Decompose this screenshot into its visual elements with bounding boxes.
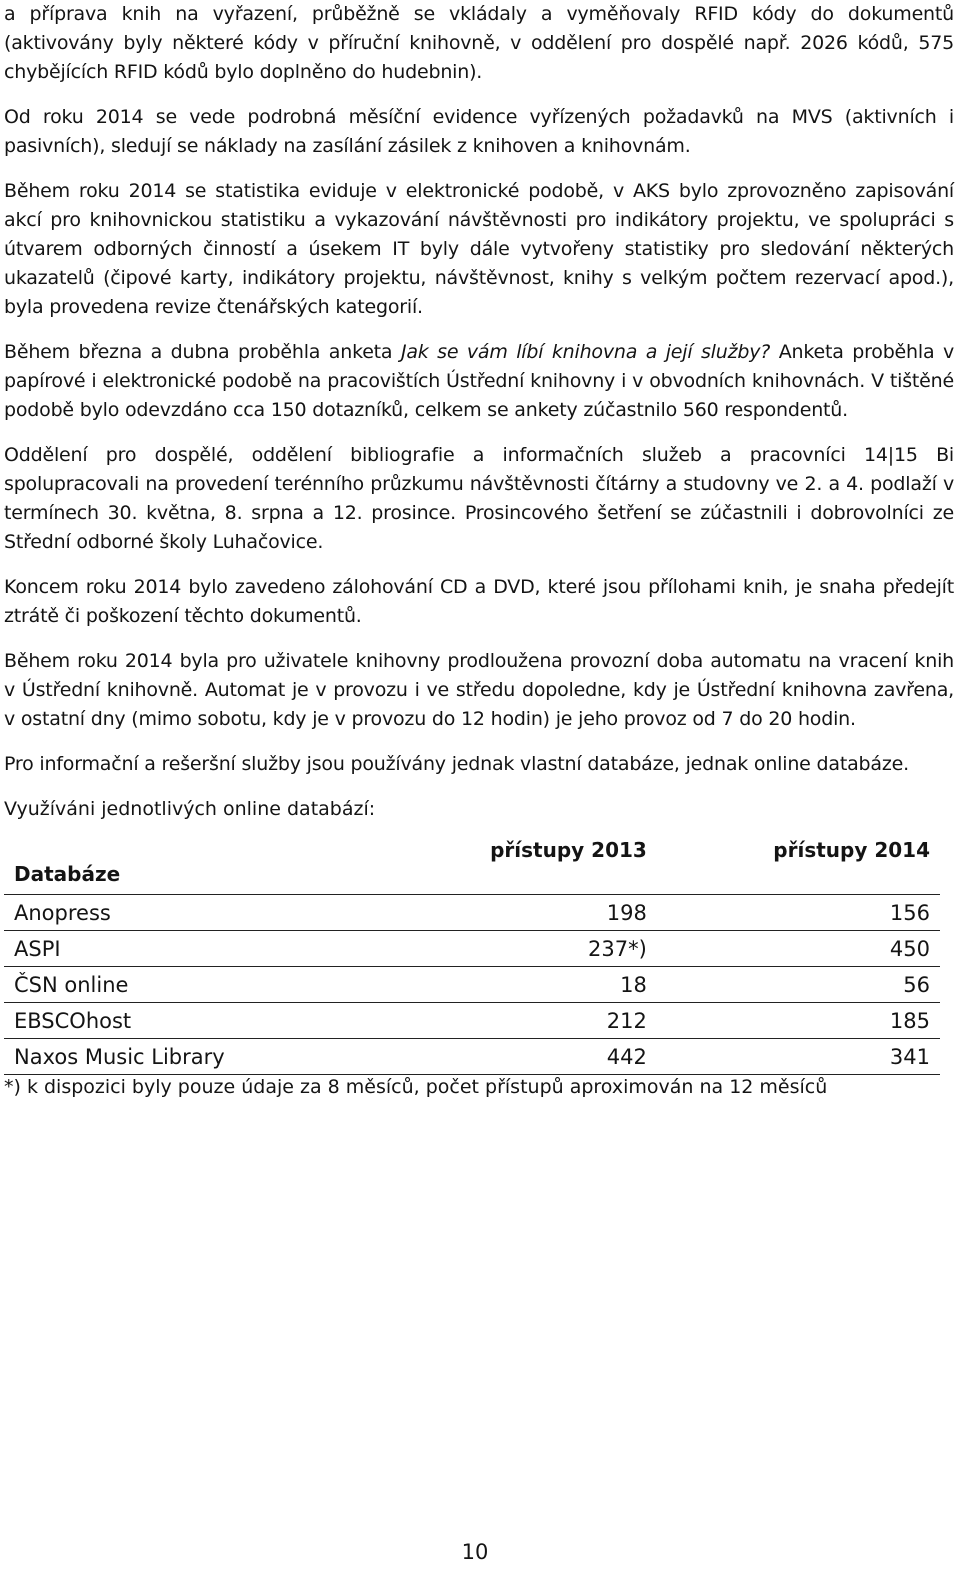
access-2014: 341 xyxy=(657,1039,940,1075)
database-name: Naxos Music Library xyxy=(4,1039,374,1075)
access-2013: 198 xyxy=(374,895,657,931)
paragraph-field-research: Oddělení pro dospělé, oddělení bibliografie a informačních služeb a pracovníci 14|15 Bi spolupracovali na provedení terénního průzkumu návštěvnosti čítárny a studovny ve 2. a 4. podlaží v termínech 30. května, 8. srpna a 12. prosince. Prosincového šetření se zúčastnili i dobrovolníci ze Střední odborné školy Luhačovice. xyxy=(4,444,954,553)
database-usage-table xyxy=(4,834,940,1075)
access-2013: 212 xyxy=(374,1003,657,1039)
survey-text-start: Během března a dubna proběhla anketa xyxy=(4,341,401,363)
header-access-2014: přístupy 2014 xyxy=(657,834,940,895)
paragraph-return-machine: Během roku 2014 byla pro uživatele knihovny prodloužena provozní doba automatu na vracení knih v Ústřední knihovně. Automat je v provozu i ve středu dopoledne, kdy je Ústřední knihovna zavřena, v ostatní dny (mimo sobotu, kdy je v provozu do 12 hodin) je jeho provoz od 7 do 20 hodin. xyxy=(4,650,954,730)
paragraph-survey xyxy=(4,338,954,425)
table-footnote: *) k dispozici byly pouze údaje za 8 měsíců, počet přístupů aproximován na 12 měsíců xyxy=(4,1076,828,1098)
paragraph-backup: Koncem roku 2014 bylo zavedeno zálohování CD a DVD, které jsou přílohami knih, je snaha předejít ztrátě či poškození těchto dokumentů. xyxy=(4,576,954,627)
survey-title: Jak se vám líbí knihovna a její služby? xyxy=(400,341,771,363)
access-2014: 156 xyxy=(657,895,940,931)
access-2013: 442 xyxy=(374,1039,657,1075)
access-2013: 18 xyxy=(374,967,657,1003)
table-row xyxy=(4,1039,940,1075)
table-header-row xyxy=(4,834,940,895)
access-2014: 450 xyxy=(657,931,940,967)
database-name: Anopress xyxy=(4,895,374,931)
header-access-2013: přístupy 2013 xyxy=(374,834,657,895)
database-name: ČSN online xyxy=(4,967,374,1003)
access-2014: 56 xyxy=(657,967,940,1003)
paragraph-information-services: Pro informační a rešeršní služby jsou používány jednak vlastní databáze, jednak online databáze. xyxy=(4,753,909,775)
table-row xyxy=(4,1003,940,1039)
table-intro: Využíváni jednotlivých online databází: xyxy=(4,798,376,820)
page-number: 10 xyxy=(461,1540,489,1564)
access-2014: 185 xyxy=(657,1003,940,1039)
table-row xyxy=(4,931,940,967)
database-name: ASPI xyxy=(4,931,374,967)
paragraph-statistics: Během roku 2014 se statistika eviduje v elektronické podobě, v AKS bylo zprovozněno zapisování akcí pro knihovnickou statistiku a vykazování návštěvnosti pro indikátory projektu, ve spolupráci s útvarem odborných činností a úsekem IT byly dále vytvořeny statistiky pro sledování některých ukazatelů (čipové karty, indikátory projektu, návštěvnost, knihy s velkým počtem rezervací apod.), byla provedena revize čtenářských kategorií. xyxy=(4,180,954,318)
paragraph-mvs: Od roku 2014 se vede podrobná měsíční evidence vyřízených požadavků na MVS (aktivních i pasivních), sledují se náklady na zasílání zásilek z knihoven a knihovnám. xyxy=(4,106,954,157)
access-2013: 237*) xyxy=(374,931,657,967)
paragraph-rfid: a příprava knih na vyřazení, průběžně se vkládaly a vyměňovaly RFID kódy do dokumentů (aktivovány byly některé kódy v příruční knihovně, v oddělení pro dospělé např. 2026 kódů, 575 chybějících RFID kódů bylo doplněno do hudebnin). xyxy=(4,3,954,83)
table-row xyxy=(4,967,940,1003)
text-body xyxy=(4,0,954,824)
database-name: EBSCOhost xyxy=(4,1003,374,1039)
table-row xyxy=(4,895,940,931)
header-database: Databáze xyxy=(4,834,374,895)
survey-text-end: Anketa proběhla v papírové i elektronické podobě na pracovištích Ústřední knihovny i v obvodních knihovnách. V tištěné podobě bylo odevzdáno cca 150 dotazníků, celkem se ankety zúčastnilo 560 respondentů. xyxy=(4,341,954,421)
